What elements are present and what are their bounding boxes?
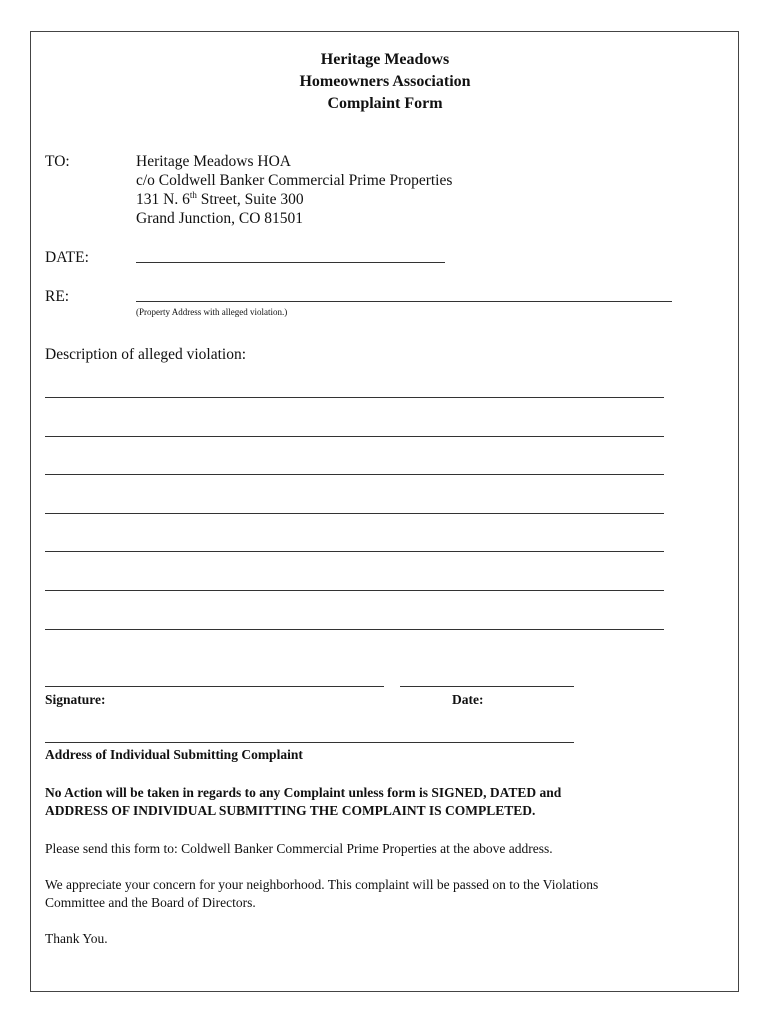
to-address-line-3 <box>136 190 304 209</box>
to-address-line-1: Heritage Meadows HOA <box>136 153 291 170</box>
description-label: Description of alleged violation: <box>45 346 247 363</box>
form-title-line-2: Homeowners Association <box>299 73 471 90</box>
send-instructions: Please send this form to: Coldwell Banker Commercial Prime Properties at the above address. <box>45 841 553 856</box>
date-label: DATE: <box>45 249 89 266</box>
appreciation-line-2: Committee and the Board of Directors. <box>45 895 256 910</box>
date-field-line[interactable] <box>136 262 445 263</box>
to-label: TO: <box>45 153 70 170</box>
form-title-line-1: Heritage Meadows <box>320 51 450 68</box>
thank-you-text: Thank You. <box>45 931 108 946</box>
description-line-4[interactable] <box>45 513 664 514</box>
notice-line-2: ADDRESS OF INDIVIDUAL SUBMITTING THE COMPLAINT IS COMPLETED. <box>45 803 536 818</box>
description-line-2[interactable] <box>45 436 664 437</box>
signature-label: Signature: <box>45 692 106 707</box>
re-label: RE: <box>45 288 70 305</box>
to-address-line-2: c/o Coldwell Banker Commercial Prime Properties <box>136 172 453 189</box>
description-line-5[interactable] <box>45 551 664 552</box>
re-field-hint: (Property Address with alleged violation.) <box>136 307 288 317</box>
description-line-6[interactable] <box>45 590 664 591</box>
sign-date-label: Date: <box>452 692 484 707</box>
street-rest: Street, Suite 300 <box>196 191 304 208</box>
re-field-line[interactable] <box>136 301 672 302</box>
street-number: 131 N. 6 <box>136 191 190 208</box>
description-line-3[interactable] <box>45 474 664 475</box>
form-title-line-3: Complaint Form <box>327 95 443 112</box>
signature-field-line[interactable] <box>45 686 384 687</box>
appreciation-line-1: We appreciate your concern for your neighborhood. This complaint will be passed on to the Violations <box>45 877 599 892</box>
to-address-line-4: Grand Junction, CO 81501 <box>136 210 304 227</box>
ordinal-suffix: th <box>189 189 197 200</box>
sign-date-field-line[interactable] <box>400 686 574 687</box>
description-line-7[interactable] <box>45 629 664 630</box>
notice-line-1: No Action will be taken in regards to any Complaint unless form is SIGNED, DATED and <box>45 785 562 800</box>
description-line-1[interactable] <box>45 397 664 398</box>
submitter-address-label: Address of Individual Submitting Complaint <box>45 747 303 762</box>
submitter-address-field-line[interactable] <box>45 742 574 743</box>
